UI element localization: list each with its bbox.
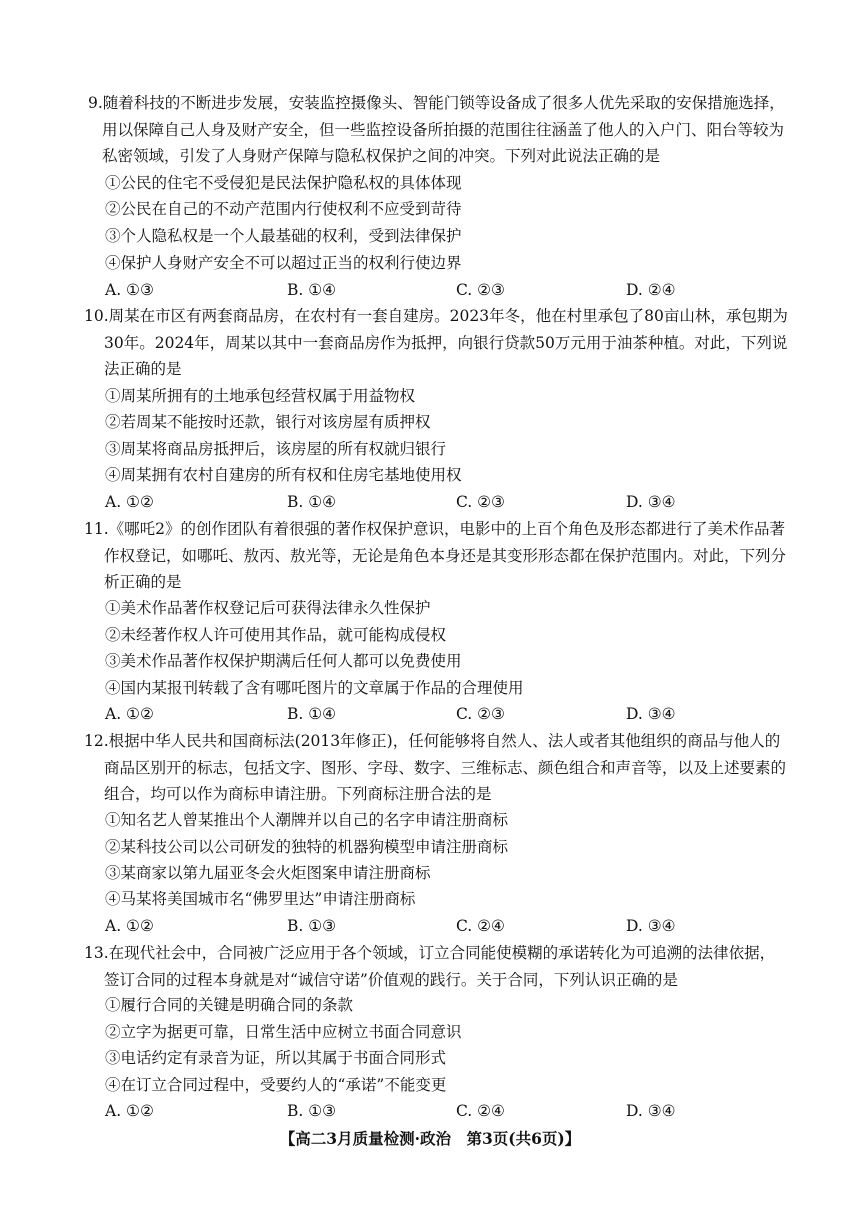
- question-13-stem: 13.在现代社会中，合同被广泛应用于各个领域，订立合同能使模糊的承诺转化为可追溯的法律依据，签订合同的过程本身就是对“诚信守诺”价值观的践行。关于合同，下列认识正确的是: [84, 944, 776, 989]
- question-13-statement-1: ①履行合同的关键是明确合同的条款: [105, 996, 354, 1014]
- question-10-stem: 10.周某在市区有两套商品房，在农村有一套自建房。2023年冬，他在村里承包了80亩山林，承包期为30年。2024年，周某以其中一套商品房作为抵押，向银行贷款50万元用于油茶种植。对此，下列说法正确的是: [84, 307, 788, 378]
- question-9-choice-c[interactable]: C. ②③: [456, 281, 505, 299]
- question-9-stem: 9.随着科技的不断进步发展，安装监控摄像头、智能门锁等设备成了很多人优先采取的安保措施选择，用以保障自己人身及财产安全，但一些监控设备所拍摄的范围往往涵盖了他人的入户门、阳台等较为私密领域，引发了人身财产保障与隐私权保护之间的冲突。下列对此说法正确的是: [88, 94, 785, 165]
- question-9-statement-1: ①公民的住宅不受侵犯是民法保护隐私权的具体体现: [105, 174, 462, 192]
- question-11-choice-a[interactable]: A. ①②: [105, 705, 154, 723]
- question-13-statement-2: ②立字为据更可靠，日常生活中应树立书面合同意识: [105, 1023, 462, 1041]
- question-13-statement-3: ③电话约定有录音为证，所以其属于书面合同形式: [105, 1049, 447, 1067]
- question-11-statement-1: ①美术作品著作权登记后可获得法律永久性保护: [105, 599, 431, 617]
- question-10-statement-1: ①周某所拥有的土地承包经营权属于用益物权: [105, 387, 416, 405]
- question-12-choice-c[interactable]: C. ②④: [456, 917, 505, 935]
- question-10-choice-a[interactable]: A. ①②: [105, 493, 154, 511]
- question-12-choice-a[interactable]: A. ①②: [105, 917, 154, 935]
- question-10-statement-3: ③周某将商品房抵押后，该房屋的所有权就归银行: [105, 440, 447, 458]
- question-11-statement-3: ③美术作品著作权保护期满后任何人都可以免费使用: [105, 652, 462, 670]
- question-10-statement-4: ④周某拥有农村自建房的所有权和住房宅基地使用权: [105, 466, 462, 484]
- question-11-statement-4: ④国内某报刊转载了含有哪吒图片的文章属于作品的合理使用: [105, 679, 524, 697]
- question-12-stem: 12.根据中华人民共和国商标法(2013年修正)，任何能够将自然人、法人或者其他组织的商品与他人的商品区别开的标志，包括文字、图形、字母、数字、三维标志、颜色组合和声音等，以及上述要素的组合，均可以作为商标申请注册。下列商标注册合法的是: [84, 732, 787, 803]
- question-10-choice-d[interactable]: D. ③④: [626, 493, 676, 511]
- question-12-statement-4: ④马某将美国城市名“佛罗里达”申请注册商标: [105, 890, 416, 908]
- question-12-statement-2: ②某科技公司以公司研发的独特的机器狗模型申请注册商标: [105, 838, 509, 856]
- question-9-statement-4: ④保护人身财产安全不可以超过正当的权利行使边界: [105, 254, 462, 272]
- question-11-choice-d[interactable]: D. ③④: [626, 705, 676, 723]
- question-9-statement-2: ②公民在自己的不动产范围内行使权利不应受到苛待: [105, 200, 462, 218]
- question-10-choice-b[interactable]: B. ①④: [287, 493, 337, 511]
- question-11-stem: 11.《哪吒2》的创作团队有着很强的著作权保护意识，电影中的上百个角色及形态都进行了美术作品著作权登记，如哪吒、敖丙、敖光等，无论是角色本身还是其变形形态都在保护范围内。对此，下列分析正确的是: [84, 520, 787, 591]
- question-11-choice-b[interactable]: B. ①④: [287, 705, 337, 723]
- question-12-choice-b[interactable]: B. ①③: [287, 917, 337, 935]
- question-13-statement-4: ④在订立合同过程中，受要约人的“承诺”不能变更: [105, 1076, 447, 1094]
- question-9-choice-d[interactable]: D. ②④: [626, 281, 676, 299]
- question-12-choice-d[interactable]: D. ③④: [626, 917, 676, 935]
- page-footer: 【高二3月质量检测·政治 第3页(共6页)】: [279, 1129, 581, 1148]
- question-9-choice-b[interactable]: B. ①④: [287, 281, 337, 299]
- question-11-choice-c[interactable]: C. ②③: [456, 705, 505, 723]
- question-9-choice-a[interactable]: A. ①③: [105, 281, 154, 299]
- question-10-choice-c[interactable]: C. ②③: [456, 493, 505, 511]
- question-13-choice-d[interactable]: D. ③④: [626, 1102, 676, 1120]
- question-12-statement-3: ③某商家以第九届亚冬会火炬图案申请注册商标: [105, 864, 431, 882]
- question-10-statement-2: ②若周某不能按时还款，银行对该房屋有质押权: [105, 413, 431, 431]
- question-13-choice-a[interactable]: A. ①②: [105, 1102, 154, 1120]
- question-11-statement-2: ②未经著作权人许可使用其作品，就可能构成侵权: [105, 626, 447, 644]
- question-9-statement-3: ③个人隐私权是一个人最基础的权利，受到法律保护: [105, 227, 462, 245]
- question-13-choice-c[interactable]: C. ②④: [456, 1102, 505, 1120]
- question-13-choice-b[interactable]: B. ①③: [287, 1102, 337, 1120]
- question-12-statement-1: ①知名艺人曾某推出个人潮牌并以自己的名字申请注册商标: [105, 811, 509, 829]
